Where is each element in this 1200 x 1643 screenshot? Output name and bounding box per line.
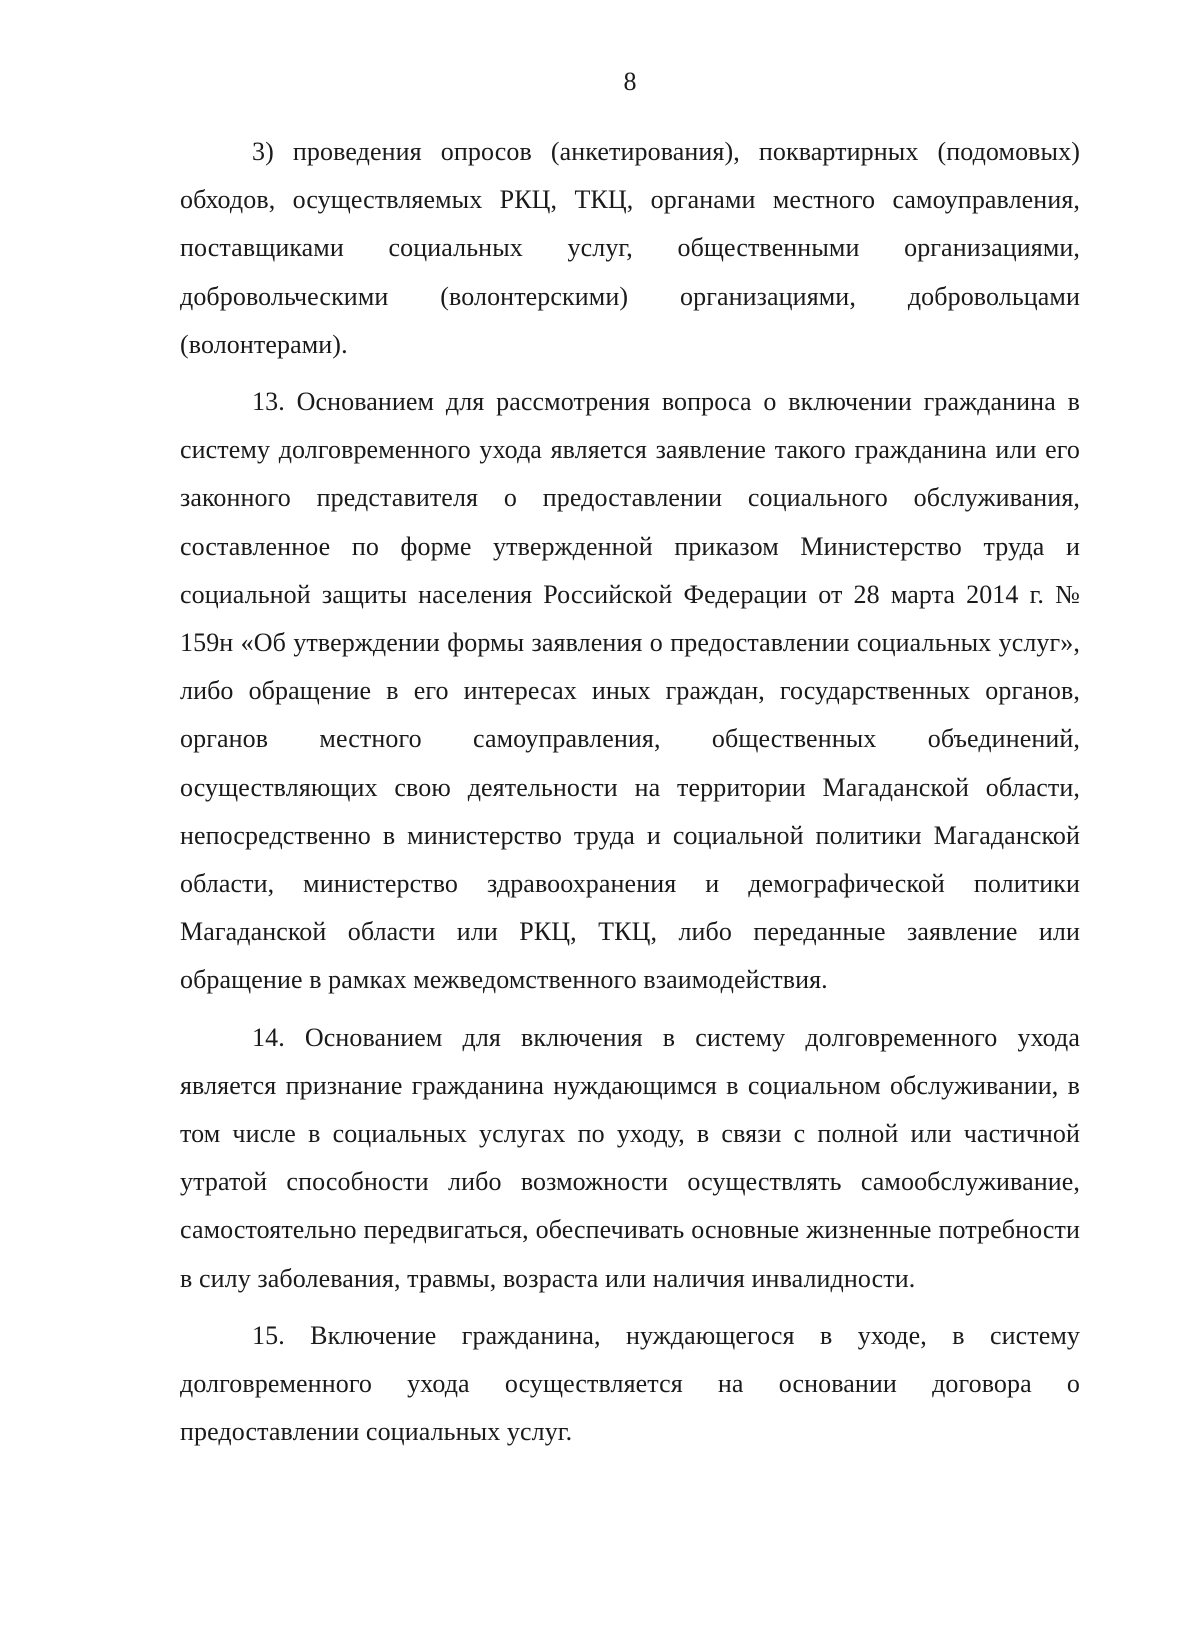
document-body [180,128,1080,1456]
paragraph-item-3-surveys: 3) проведения опросов (анкетирования), поквартирных (подомовых) обходов, осуществляемых РКЦ, ТКЦ, органами местного самоуправления, поставщиками социальных услуг, общественными организациями, добровольческими (волонтерскими) организациями, добровольцами (волонтерами). [180,137,1080,359]
page-number: 8 [623,67,637,96]
paragraph-15-inclusion-contract: 15. Включение гражданина, нуждающегося в уходе, в систему долговременного ухода осуществляется на основании договора о предоставлении социальных услуг. [180,1320,1080,1447]
paragraph-13-application-grounds: 13. Основанием для рассмотрения вопроса о включении гражданина в систему долговременного ухода является заявление такого гражданина или его законного представителя о предоставлении социального обслуживания, составленное по форме утвержденной приказом Министерство труда и социальной защиты населения Российской Федерации от 28 марта 2014 г. № 159н «Об утверждении формы заявления о предоставлении социальных услуг», либо обращение в его интересах иных граждан, государственных органов, органов местного самоуправления, общественных объединений, осуществляющих свою деятельности на территории Магаданской области, непосредственно в министерство труда и социальной политики Магаданской области, министерство здравоохранения и демографической политики Магаданской области или РКЦ, ТКЦ, либо переданные заявление или обращение в рамках межведомственного взаимодействия. [180,387,1080,995]
paragraph-14-inclusion-grounds: 14. Основанием для включения в систему долговременного ухода является признание гражданина нуждающимся в социальном обслуживании, в том числе в социальных услугах по уходу, в связи с полной или частичной утратой способности либо возможности осуществлять самообслуживание, самостоятельно передвигаться, обеспечивать основные жизненные потребности в силу заболевания, травмы, возраста или наличия инвалидности. [180,1022,1080,1293]
